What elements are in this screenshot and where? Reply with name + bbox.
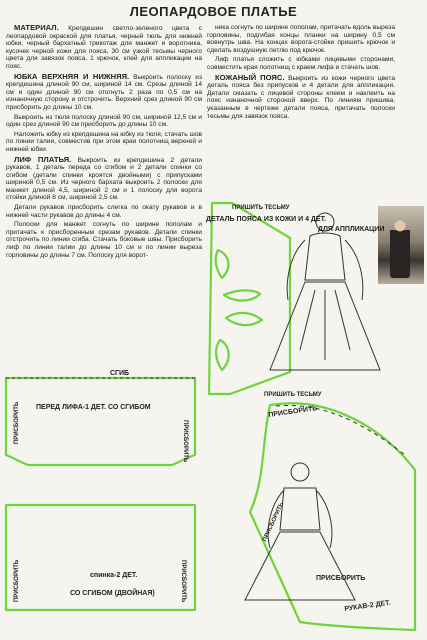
sleeve-label: РУКАВ-2 ДЕТ. (344, 599, 392, 613)
collar-paragraph: ника согнуть по ширине пополам, притачать вдоль выреза горловины, подгибая концы планки на ширину 0,5 см вовнутрь шва. На концах ворота-стойки пришить крючок и сделать воздушную петлю под крючок. (207, 24, 395, 54)
gather-label-sleeve-left: ПРИСБОРИТЬ (262, 501, 286, 543)
back-bodice-label-1: спинка-2 ДЕТ. (90, 572, 138, 579)
skirt-text-1: Выкроить полоску из крепдешина длиной 90 см, шириной 14 см. Срезы длиной 14 см и один длиной 90 см отогнуть 2 раза по 0,5 см на изнаночную сторону и отстрочить. Верхний срез длиной 90 см присборить до длины 10 см. (6, 73, 202, 111)
skirt-paragraph-2: Выкроить из тюля полоску длиной 90 см, шириной 12,5 см и один срез длиной 90 см присборить до длины 10 см. (6, 113, 202, 129)
skirt-paragraph-3: Наложить юбку из крепдешина на юбку из тюля, стачать шов по линии талии, совместив при этом края полотнищ верхней и нижней юбки. (6, 130, 202, 153)
bodice-paragraph-2: Детали рукавов присборить слегка по окату рукавов и в нижней части рукавов до длины 4 см. (6, 204, 202, 219)
front-bodice-outline (6, 378, 195, 465)
applique-label: ДЛЯ АППЛИКАЦИИ (318, 226, 385, 233)
materials-heading: МАТЕРИАЛ. (14, 23, 59, 32)
belt-detail-label: ДЕТАЛЬ ПОЯСА ИЗ КОЖИ И 4 ДЕТ. (206, 216, 327, 223)
sew-ribbon-label-top: ПРИШИТЬ ТЕСЬМУ (232, 205, 290, 211)
gather-label-sleeve-top: ПРИСБОРИТЬ (268, 405, 318, 419)
applique-leaf-1 (216, 250, 229, 278)
applique-leaf-4 (216, 340, 229, 370)
applique-leaf-2 (224, 290, 260, 300)
gather-label-front-right: ПРИСБОРИТЬ (182, 420, 188, 463)
join-paragraph: Лиф платья сложить с юбками лицевыми сторонами, совместить края полотнищ с краем лифа и стачать шов. (207, 56, 395, 71)
fold-label: СГИБ (110, 370, 130, 377)
belt-heading: КОЖАНЫЙ ПОЯС. (215, 72, 285, 82)
back-bodice-label-2: СО СГИБОМ (ДВОЙНАЯ) (70, 590, 155, 597)
bodice-paragraph-3: Полоски для манжет согнуть по ширине пополам и притачать к присборенным срезам рукавов. Детали спинки отстрочить по линии сгиба. Стачать боковые швы. Присборить лиф по линии талии до длины 10 см и по линии выреза горловины до длины 7 см. Полоску для ворот- (6, 221, 202, 259)
belt-pattern-outline (209, 203, 290, 394)
page-title: ЛЕОПАРДОВОЕ ПЛАТЬЕ (129, 4, 298, 19)
gather-label-back-left: ПРИСБОРИТЬ (14, 559, 20, 602)
front-bodice-label: ПЕРЕД ЛИФА-1 ДЕТ. СО СГИБОМ (36, 404, 151, 411)
bodice-text-1: Выкроить из крепдешина 2 детали рукавов, 1 деталь переда со сгибом и 2 детали спинки со сгибом (детали спинки кроятся двойными) с припусками шириной 0,5 см. Из черного бархата выкроить 2 полоски для манжет длиной 4,5, шириной 2 см и 1 полоску для ворота стойки длиной 8 см, шириной 2,5 см. (6, 156, 202, 202)
belt-text: Выкроить из кожи черного цвета деталь пояса без припусков и 4 детали для аппликации. Детали смазать с лицевой стороны клеем и наклеить на пояс изнаночной стороной вверх. По линиям пришива, указанным в чертеже детали пояса, притачать полоски тесьмы для завязок пояса. (207, 74, 395, 120)
materials-text: Крепдешин светло-зеленого цвета с леопардовой окраской для платья, черный тюль для нижней юбки, черный бархатный трикотаж для манжет и воротника, кусочек черной кожи для пояса, 30 см узкой тесьмы черного цвета для завязок пояса, 1 крючок, клей для аппликации на пояс. (6, 25, 202, 70)
gather-label-back-right: ПРИСБОРИТЬ (180, 560, 186, 603)
gather-label-sleeve-bottom: ПРИСБОРИТЬ (316, 575, 366, 582)
bodice-heading: ЛИФ ПЛАТЬЯ. (14, 154, 72, 164)
skirt-heading: ЮБКА ВЕРХНЯЯ И НИЖНЯЯ. (14, 71, 130, 81)
sew-ribbon-label-bottom: ПРИШИТЬ ТЕСЬМУ (264, 392, 322, 398)
applique-leaf-3 (226, 313, 262, 325)
gather-label-front-left: ПРИСБОРИТЬ (14, 401, 20, 444)
